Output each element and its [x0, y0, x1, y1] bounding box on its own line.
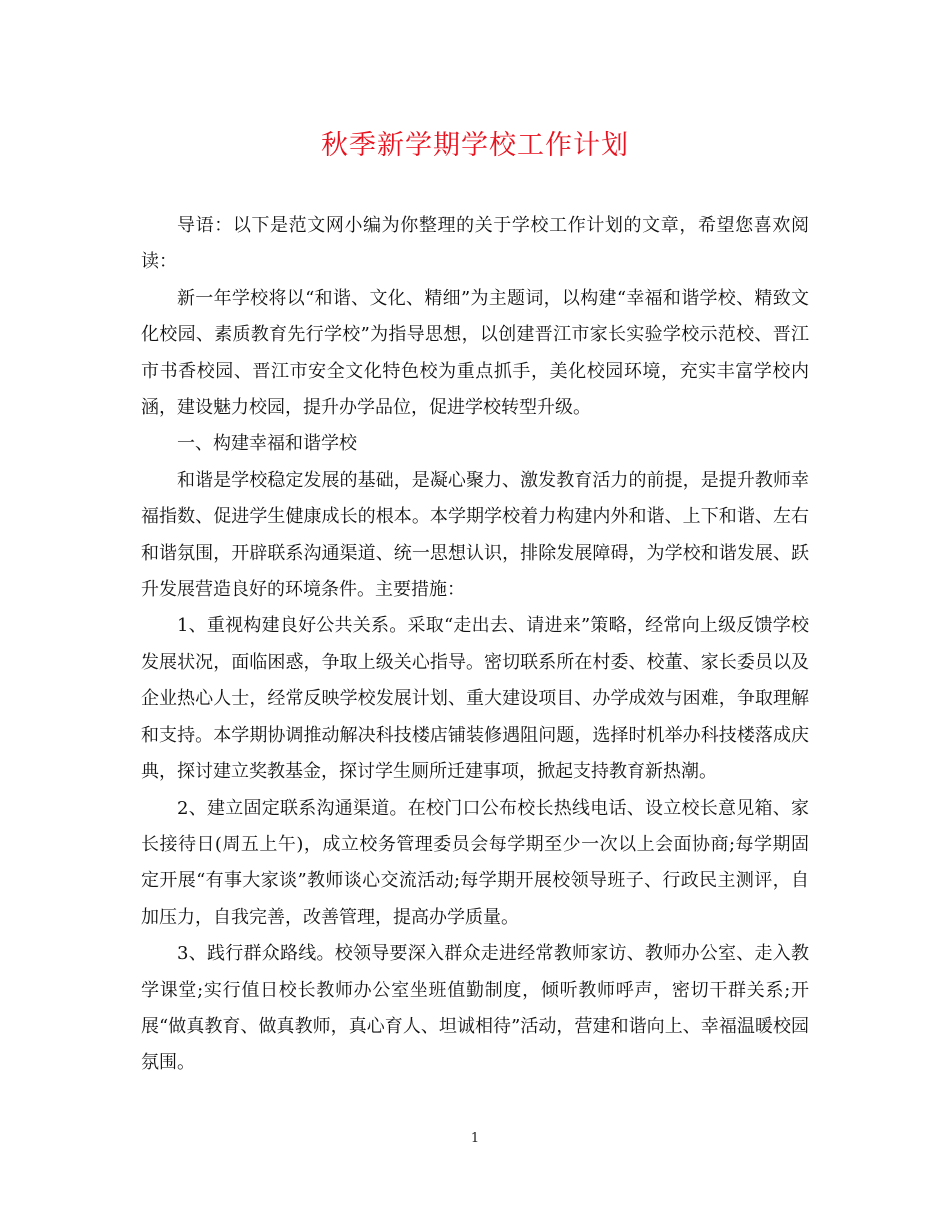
document-title: 秋季新学期学校工作计划	[321, 130, 629, 161]
measure-paragraph-2: 2、建立固定联系沟通渠道。在校门口公布校长热线电话、设立校长意见箱、家长接待日(周五上午)，成立校务管理委员会每学期至少一次以上会面协商;每学期固定开展“有事大家谈”教师谈心交流活动;每学期开展校领导班子、行政民主测评，自加压力，自我完善，改善管理，提高办学质量。	[141, 797, 809, 928]
section-heading: 一、构建幸福和谐学校	[177, 433, 357, 455]
section-intro-paragraph: 和谐是学校稳定发展的基础，是凝心聚力、激发教育活力的前提，是提升教师幸福指数、促进学生健康成长的根本。本学期学校着力构建内外和谐、上下和谐、左右和谐氛围，开辟联系沟通渠道、统一思想认识，排除发展障碍，为学校和谐发展、跃升发展营造良好的环境条件。主要措施：	[141, 469, 809, 601]
intro-paragraph: 导语：以下是范文网小编为你整理的关于学校工作计划的文章，希望您喜欢阅读：	[141, 215, 809, 273]
measure-paragraph-3: 3、践行群众路线。校领导要深入群众走进经常教师家访、教师办公室、走入教学课堂;实行值日校长教师办公室坐班值勤制度，倾听教师呼声，密切干群关系;开展“做真教育、做真教师，真心育人、坦诚相待”活动，营建和谐向上、幸福温暖校园氛围。	[141, 943, 809, 1074]
guiding-principle-paragraph: 新一年学校将以“和谐、文化、精细”为主题词，以构建“幸福和谐学校、精致文化校园、素质教育先行学校”为指导思想，以创建晋江市家长实验学校示范校、晋江市书香校园、晋江市安全文化特色校为重点抓手，美化校园环境，充实丰富学校内涵，建设魅力校园，提升办学品位，促进学校转型升级。	[141, 287, 809, 419]
page-number: 1	[470, 1131, 480, 1146]
document-body	[141, 208, 809, 1082]
measure-paragraph-1: 1、重视构建良好公共关系。采取“走出去、请进来”策略，经常向上级反馈学校发展状况，面临困惑，争取上级关心指导。密切联系所在村委、校董、家长委员以及企业热心人士，经常反映学校发展计划、重大建设项目、办学成效与困难，争取理解和支持。本学期协调推动解决科技楼店铺装修遇阻问题，选择时机举办科技楼落成庆典，探讨建立奖教基金，探讨学生厕所迁建事项，掀起支持教育新热潮。	[141, 615, 809, 783]
